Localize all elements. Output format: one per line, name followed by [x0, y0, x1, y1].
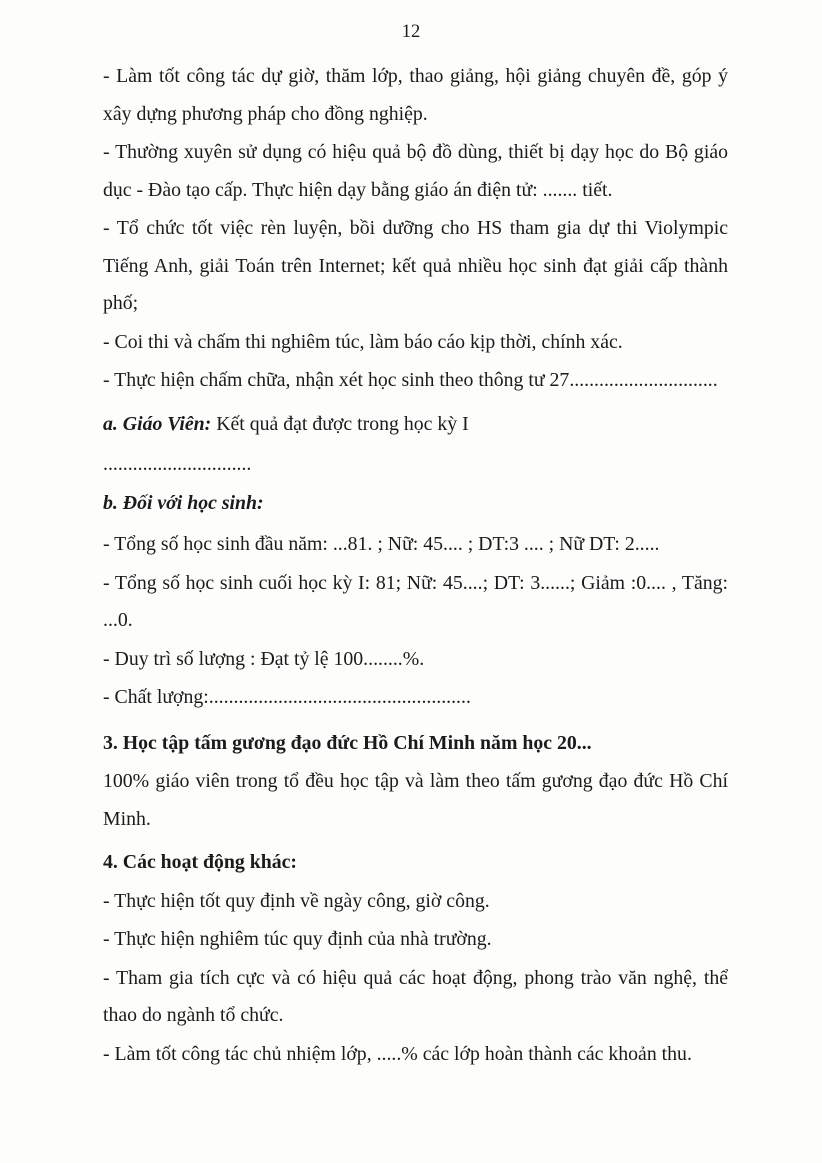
document-body	[103, 58, 728, 1073]
paragraph-coi-thi: - Coi thi và chấm thi nghiêm túc, làm báo cáo kịp thời, chính xác.	[103, 330, 623, 353]
section-3-heading-hoc-tap-hcm: 3. Học tập tấm gương đạo đức Hồ Chí Minh năm học 20...	[103, 731, 592, 754]
section-a-label: a. Giáo Viên:	[103, 412, 212, 435]
paragraph-van-nghe-the-thao: - Tham gia tích cực và có hiệu quả các hoạt động, phong trào văn nghệ, thể thao do ngành tổ chức.	[103, 966, 728, 1026]
paragraph-duy-tri-so-luong: - Duy trì số lượng : Đạt tỷ lệ 100........%.	[103, 647, 425, 670]
section-4-heading-hoat-dong-khac: 4. Các hoạt động khác:	[103, 851, 297, 873]
section-a-text: Kết quả đạt được trong học kỳ I	[211, 412, 469, 435]
section-b-doi-voi-hoc-sinh: b. Đối với học sinh:	[103, 491, 264, 514]
paragraph-do-dung-day-hoc: - Thường xuyên sử dụng có hiệu quả bộ đồ dùng, thiết bị dạy học do Bộ giáo dục - Đào tạo cấp. Thực hiện dạy bằng giáo án điện tử: ....... tiết.	[103, 141, 728, 201]
page-number: 12	[401, 22, 421, 42]
paragraph-boi-duong-violympic: - Tổ chức tốt việc rèn luyện, bồi dưỡng cho HS tham gia dự thi Violympic Tiếng Anh, giải Toán trên Internet; kết quả nhiều học sinh đạt giải cấp thành phố;	[103, 217, 728, 314]
section-a-giao-vien	[103, 406, 728, 444]
paragraph-du-gio: - Làm tốt công tác dự giờ, thăm lớp, thao giảng, hội giảng chuyên đề, góp ý xây dựng phương pháp cho đồng nghiệp.	[103, 65, 728, 125]
paragraph-quy-dinh-nha-truong: - Thực hiện nghiêm túc quy định của nhà trường.	[103, 928, 492, 950]
paragraph-chu-nhiem-lop: - Làm tốt công tác chủ nhiệm lớp, .....% các lớp hoàn thành các khoản thu.	[103, 1042, 692, 1065]
paragraph-100-phan-tram-giao-vien: 100% giáo viên trong tổ đều học tập và làm theo tấm gương đạo đức Hồ Chí Minh.	[103, 770, 728, 830]
paragraph-chat-luong: - Chất lượng:.....................................................	[103, 686, 471, 708]
paragraph-ngay-cong-gio-cong: - Thực hiện tốt quy định về ngày công, giờ công.	[103, 889, 490, 912]
dotted-fill-line: ..............................	[103, 453, 252, 475]
paragraph-tong-so-dau-nam: - Tổng số học sinh đầu năm: ...81. ; Nữ: 45.... ; DT:3 .... ; Nữ DT: 2.....	[103, 533, 660, 555]
paragraph-tong-so-cuoi-ky: - Tổng số học sinh cuối học kỳ I: 81; Nữ: 45....; DT: 3......; Giảm :0.... , Tăng: ...0.	[103, 571, 728, 631]
paragraph-cham-chua-thong-tu-27: - Thực hiện chấm chữa, nhận xét học sinh theo thông tư 27..............................	[103, 369, 718, 391]
